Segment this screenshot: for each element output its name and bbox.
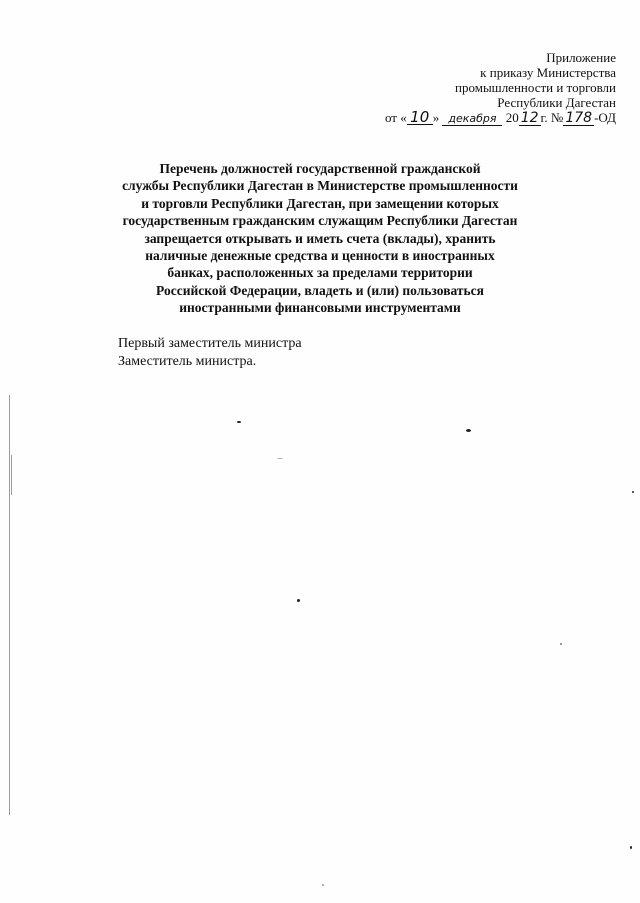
order-date-line <box>356 110 616 126</box>
handwritten-day: 10 <box>407 111 433 125</box>
scan-margin-line <box>9 395 10 815</box>
scan-speck <box>297 599 300 602</box>
handwritten-order-number: 178 <box>565 110 593 126</box>
title-line: запрещается открывать и иметь счета (вклады), хранить <box>144 230 496 246</box>
date-mid: » <box>432 110 440 125</box>
scan-speck <box>632 491 634 493</box>
title-line: банках, расположенных за пределами территории <box>167 265 473 281</box>
title-line: и торговли Республики Дагестан, при замещении которых <box>141 195 499 211</box>
title-line: государственным гражданским служащим Республики Дагестан <box>122 213 518 229</box>
scan-speck <box>277 458 283 459</box>
scan-speck <box>466 429 471 432</box>
number-suffix: -ОД <box>594 110 616 125</box>
scan-speck <box>237 421 241 423</box>
approval-line-2: к приказу Министерства <box>480 65 616 80</box>
approval-line-4: Республики Дагестан <box>497 95 616 110</box>
scan-speck <box>560 643 562 645</box>
title-line: иностранными финансовыми инструментами <box>179 300 461 316</box>
title-line: наличные денежные средства и ценности в иностранных <box>145 248 495 264</box>
title-line: Перечень должностей государственной гражданской <box>159 161 481 176</box>
approval-line-1: Приложение <box>546 50 616 65</box>
scan-speck <box>630 846 632 849</box>
position-item: Заместитель министра. <box>118 354 257 369</box>
scan-speck <box>322 884 324 886</box>
title-line: Российской Федерации, владеть и (или) пользоваться <box>156 282 484 298</box>
document-title <box>116 160 524 317</box>
date-prefix: от « <box>384 110 407 125</box>
positions-list <box>118 335 302 371</box>
handwritten-year: 12 <box>520 110 539 126</box>
year-tail: г. № <box>540 110 564 125</box>
approval-line-3: промышленности и торговли <box>455 80 616 95</box>
title-line: службы Республики Дагестан в Министерстве промышленности <box>122 178 518 194</box>
scan-margin-line <box>11 455 12 495</box>
year-prefix: 20 <box>505 110 519 125</box>
position-item: Первый заместитель министра <box>118 336 302 351</box>
handwritten-month: декабря <box>442 112 502 126</box>
approval-header <box>356 50 616 126</box>
